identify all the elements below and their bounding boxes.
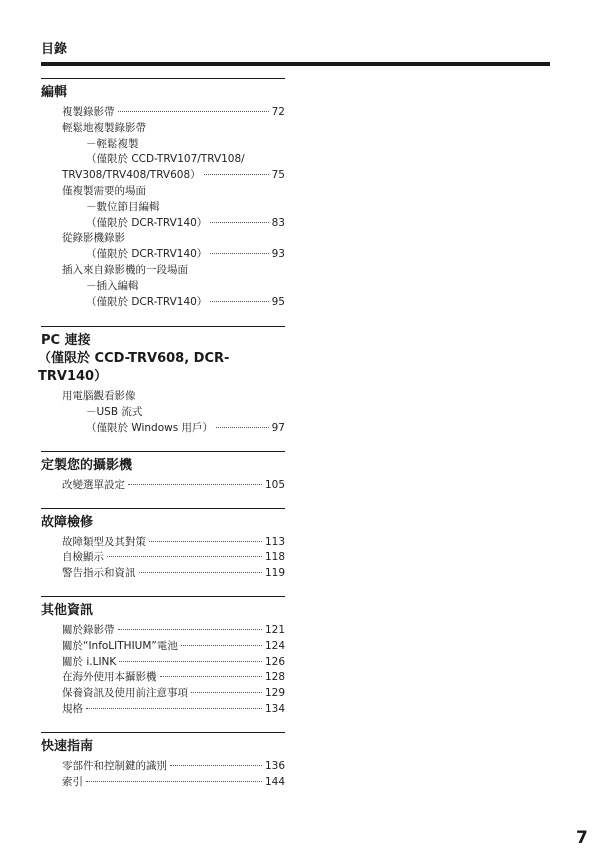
toc-entry[interactable]: 規格 134 xyxy=(62,702,285,715)
toc-entry[interactable]: 插入來自錄影機的一段場面 xyxy=(62,263,188,276)
toc-entry[interactable]: 關於錄影帶 121 xyxy=(62,623,285,636)
page-number: 7 xyxy=(576,828,588,848)
toc-entry[interactable]: 用電腦觀看影像 xyxy=(62,390,136,403)
section-divider xyxy=(41,508,285,509)
page-title: 目錄 xyxy=(41,42,68,57)
section-other-info xyxy=(41,596,285,718)
toc-entry[interactable]: （僅限於 DCR-TRV140） 95 xyxy=(86,295,285,308)
section-quick-guide xyxy=(41,732,285,791)
toc-entry[interactable]: －輕鬆複製 xyxy=(86,137,139,150)
toc-entry[interactable]: 改變選單設定 105 xyxy=(62,478,285,491)
toc-entry[interactable]: 從錄影機錄影 xyxy=(62,232,125,245)
toc-entry[interactable]: 複製錄影帶 72 xyxy=(62,106,285,118)
toc-entry[interactable]: 關於“InfoLITHIUM”電池 124 xyxy=(62,639,285,652)
toc-entry[interactable]: （僅限於 Windows 用戶） 97 xyxy=(86,421,285,434)
toc-entry[interactable]: 故障類型及其對策 113 xyxy=(62,535,285,548)
section-divider xyxy=(41,451,285,452)
section-divider xyxy=(41,78,285,79)
section-title: PC 連接 xyxy=(41,333,91,349)
toc-entry[interactable]: （僅限於 DCR-TRV140） 93 xyxy=(86,248,285,261)
section-divider xyxy=(41,596,285,597)
toc-entry[interactable]: 自檢顯示 118 xyxy=(62,551,285,564)
section-customize xyxy=(41,451,285,494)
toc-entry[interactable]: 輕鬆地複製錄影帶 xyxy=(62,121,146,134)
header-rule xyxy=(41,62,550,66)
section-editing xyxy=(41,78,285,310)
section-troubleshooting xyxy=(41,508,285,582)
toc-entry[interactable]: －插入編輯 xyxy=(86,279,139,292)
toc-entry[interactable]: TRV308/TRV408/TRV608） 75 xyxy=(62,169,285,182)
toc-entry[interactable]: 僅複製需要的場面 xyxy=(62,184,146,197)
section-divider xyxy=(41,732,285,733)
section-subtitle: （僅限於 CCD-TRV608, DCR-TRV140） xyxy=(38,351,230,385)
section-title: 其他資訊 xyxy=(41,602,94,618)
toc-entry[interactable]: 零部件和控制鍵的識別 136 xyxy=(62,759,285,772)
toc-entry[interactable]: 在海外使用本攝影機 128 xyxy=(62,671,285,684)
section-title: 快速指南 xyxy=(41,738,94,754)
toc-entry[interactable]: 索引 144 xyxy=(62,775,285,788)
toc-entry[interactable]: （僅限於 CCD-TRV107/TRV108/ xyxy=(86,153,245,166)
section-title: 編輯 xyxy=(41,85,68,100)
toc-entry[interactable]: －USB 流式 xyxy=(86,406,143,419)
section-pc-connection xyxy=(38,326,285,436)
toc-entry[interactable]: 保養資訊及使用前注意事項 129 xyxy=(62,687,285,700)
toc-entry[interactable]: －數位節目編輯 xyxy=(86,200,160,213)
section-title: 定製您的攝影機 xyxy=(41,457,133,473)
table-of-contents xyxy=(38,78,285,790)
section-title: 故障檢修 xyxy=(41,514,94,530)
toc-entry[interactable]: 關於 i.LINK 126 xyxy=(62,655,285,668)
section-divider xyxy=(41,326,285,327)
toc-entry[interactable]: （僅限於 DCR-TRV140） 83 xyxy=(86,216,285,229)
toc-entry[interactable]: 警告指示和資訊 119 xyxy=(62,567,285,580)
